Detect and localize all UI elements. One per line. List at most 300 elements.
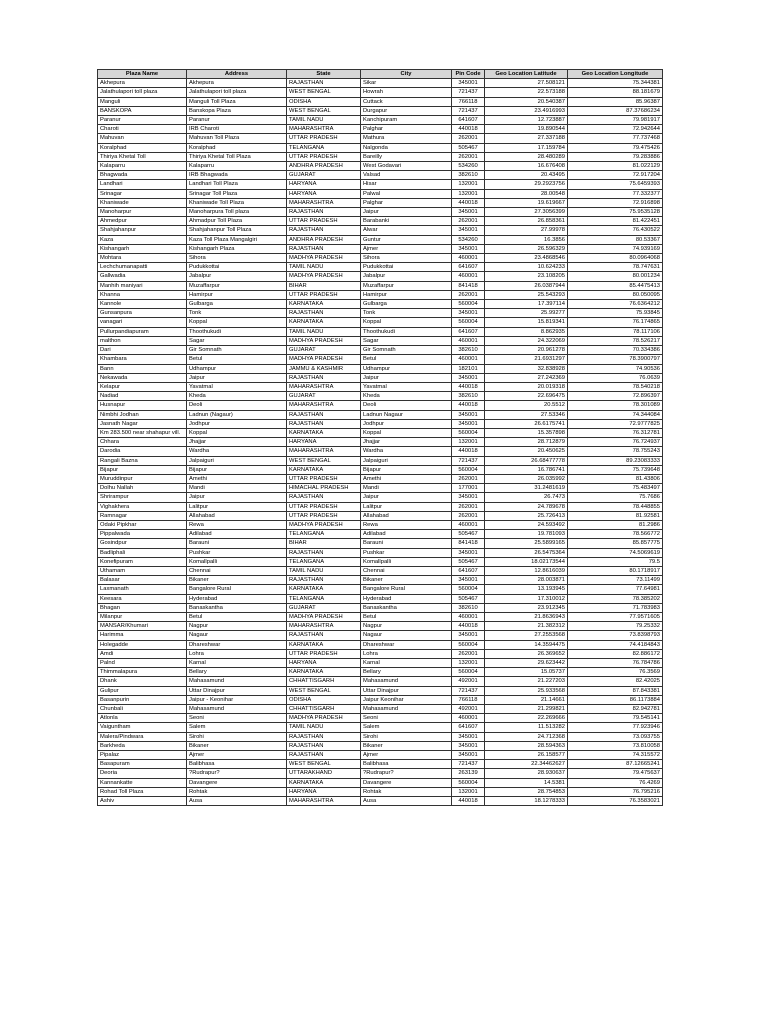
state-cell: TELANGANA [287,143,361,152]
city-cell: Betul [361,612,452,621]
plaza-name-cell: Gallwadia [98,272,187,281]
latitude-cell: 26.68477778 [485,456,568,465]
plaza-name-cell: Malera/Pindwara [98,732,187,741]
city-cell: Mandi [361,484,452,493]
address-cell: Landhari Toll Plaza [187,180,287,189]
table-row [98,751,663,760]
state-cell: RAJASTHAN [287,548,361,557]
latitude-cell: 17.310012 [485,594,568,603]
plaza-name-cell: Charoti [98,125,187,134]
plaza-name-cell: Rohad Toll Plaza [98,787,187,796]
state-cell: TAMIL NADU [287,263,361,272]
pin-code-cell: 440018 [452,198,485,207]
longitude-cell: 74.5069619 [568,548,663,557]
city-cell: Palghar [361,198,452,207]
address-cell: Karnal [187,659,287,668]
pin-code-cell: 560004 [452,300,485,309]
city-cell: Sikar [361,79,452,88]
address-cell: Paranur [187,116,287,125]
city-cell: Guntur [361,235,452,244]
state-cell: WEST BENGAL [287,106,361,115]
plaza-name-cell: Atlonla [98,714,187,723]
plaza-name-cell: Kannole [98,300,187,309]
city-cell: Ausa [361,797,452,806]
plaza-name-cell: Lechchumanapatti [98,263,187,272]
city-cell: Gulbarga [361,300,452,309]
plaza-name-cell: Balasar [98,576,187,585]
latitude-cell: 11.513282 [485,723,568,732]
address-cell: Jaipur - Keonihar [187,695,287,704]
state-cell: MAHARASHTRA [287,622,361,631]
city-cell: Hyderabad [361,594,452,603]
city-cell: Nagaur [361,631,452,640]
plaza-name-cell: Holegadde [98,640,187,649]
address-cell: Shahjahanpur Toll Plaza [187,226,287,235]
latitude-cell: 25.726413 [485,511,568,520]
address-cell: Sihora [187,254,287,263]
table-row [98,631,663,640]
pin-code-cell: 440018 [452,622,485,631]
state-cell: MADHYA PRADESH [287,714,361,723]
longitude-cell: 76.0639 [568,373,663,382]
table-row [98,714,663,723]
state-cell: KARNATAKA [287,428,361,437]
latitude-cell: 26.035992 [485,474,568,483]
latitude-cell: 27.337188 [485,134,568,143]
table-row [98,106,663,115]
longitude-cell: 86.1173884 [568,695,663,704]
longitude-cell: 75.483497 [568,484,663,493]
latitude-cell: 20.450625 [485,447,568,456]
plaza-name-cell: Odaki Pipkhar [98,520,187,529]
latitude-cell: 16.3856 [485,235,568,244]
plaza-name-cell: Bann [98,364,187,373]
table-row [98,336,663,345]
latitude-cell: 27.508121 [485,79,568,88]
pin-code-cell: 382610 [452,603,485,612]
latitude-cell: 26.0387944 [485,281,568,290]
address-cell: Bijapur [187,465,287,474]
state-cell: GUJARAT [287,346,361,355]
address-cell: Akhepura [187,79,287,88]
city-cell: Barabanki [361,217,452,226]
state-cell: RAJASTHAN [287,576,361,585]
address-cell: Manoharpura Toll plaza [187,208,287,217]
pin-code-cell: 182101 [452,364,485,373]
address-cell: Mahuvan Toll Plaza [187,134,287,143]
city-cell: Rohtak [361,787,452,796]
pin-code-cell: 440018 [452,382,485,391]
plaza-name-cell: Manguli [98,97,187,106]
address-cell: ?Rudrapur? [187,769,287,778]
state-cell: RAJASTHAN [287,751,361,760]
address-cell: Ahmadpur Toll Plaza [187,217,287,226]
state-cell: RAJASTHAN [287,631,361,640]
longitude-cell: 74.939169 [568,244,663,253]
pin-code-cell: 560004 [452,668,485,677]
address-cell: Ladnun (Nagaur) [187,410,287,419]
city-cell: Bikaner [361,741,452,750]
address-cell: Jaipur [187,493,287,502]
longitude-cell: 78.385202 [568,594,663,603]
plaza-name-cell: Paranur [98,116,187,125]
plaza-name-cell: Kishangarh [98,244,187,253]
plaza-name-cell: Akhepura [98,79,187,88]
table-row [98,778,663,787]
table-row [98,97,663,106]
city-cell: Hisar [361,180,452,189]
state-cell: RAJASTHAN [287,493,361,502]
longitude-cell: 78.117106 [568,327,663,336]
longitude-cell: 78.448855 [568,502,663,511]
pin-code-cell: 460001 [452,254,485,263]
state-cell: JAMMU & KASHMIR [287,364,361,373]
plaza-name-cell: Muruddinpur [98,474,187,483]
pin-code-cell: 766118 [452,97,485,106]
table-row [98,732,663,741]
city-cell: Ladnun Nagaur [361,410,452,419]
longitude-cell: 81.422451 [568,217,663,226]
longitude-cell: 77.923946 [568,723,663,732]
plaza-name-cell: Manoharpur [98,208,187,217]
table-row [98,438,663,447]
pin-code-cell: 721437 [452,760,485,769]
latitude-cell: 23.912345 [485,603,568,612]
longitude-cell: 77.737468 [568,134,663,143]
pin-code-cell: 505467 [452,143,485,152]
latitude-cell: 20.540387 [485,97,568,106]
state-cell: MADHYA PRADESH [287,336,361,345]
plaza-name-cell: vanagari [98,318,187,327]
pin-code-cell: 177001 [452,484,485,493]
pin-code-cell: 345001 [452,548,485,557]
state-cell: UTTAR PRADESH [287,152,361,161]
city-cell: Lohra [361,649,452,658]
longitude-cell: 72.917204 [568,171,663,180]
city-cell: Udhampur [361,364,452,373]
latitude-cell: 24.789678 [485,502,568,511]
longitude-cell: 73.11499 [568,576,663,585]
longitude-cell: 76.174865 [568,318,663,327]
table-row [98,787,663,796]
table-row [98,208,663,217]
longitude-cell: 80.050095 [568,290,663,299]
address-cell: Lohra [187,649,287,658]
city-cell: Kheda [361,392,452,401]
longitude-cell: 78.566772 [568,530,663,539]
plaza-name-cell: Basapuram [98,760,187,769]
address-cell: Rohtak [187,787,287,796]
address-cell: Koppal [187,318,287,327]
plaza-name-cell: Khambara [98,355,187,364]
longitude-cell: 79.475637 [568,769,663,778]
address-cell: Mahasamund [187,677,287,686]
table-row [98,622,663,631]
longitude-cell: 87.12665241 [568,760,663,769]
latitude-cell: 25.933568 [485,686,568,695]
latitude-cell: 12.8616039 [485,566,568,575]
address-cell: Davangere [187,778,287,787]
pin-code-cell: 132001 [452,659,485,668]
state-cell: MAHARASHTRA [287,401,361,410]
state-cell: KARNATAKA [287,300,361,309]
city-cell: Karnal [361,659,452,668]
plaza-name-cell: Koralphad [98,143,187,152]
table-row [98,686,663,695]
table-row [98,520,663,529]
longitude-cell: 76.4269 [568,778,663,787]
address-cell: Hyderabad [187,594,287,603]
latitude-cell: 21.8636943 [485,612,568,621]
pin-code-cell: 505467 [452,557,485,566]
latitude-cell: 28.594363 [485,741,568,750]
latitude-cell: 15.819341 [485,318,568,327]
plaza-name-cell: Vighakhera [98,502,187,511]
city-cell: Gir Somnath [361,346,452,355]
latitude-cell: 14.5381 [485,778,568,787]
city-cell: Koppal [361,428,452,437]
latitude-cell: 22.269666 [485,714,568,723]
latitude-cell: 29.2923756 [485,180,568,189]
city-cell: Cuttack [361,97,452,106]
latitude-cell: 22.573188 [485,88,568,97]
longitude-cell: 71.783983 [568,603,663,612]
table-row [98,125,663,134]
state-cell: MADHYA PRADESH [287,272,361,281]
plaza-name-cell: Pipalaz [98,751,187,760]
table-row [98,594,663,603]
latitude-cell: 31.2481619 [485,484,568,493]
pin-code-cell: 460001 [452,272,485,281]
longitude-cell: 76.784786 [568,659,663,668]
pin-code-cell: 505467 [452,594,485,603]
longitude-cell: 85.857775 [568,539,663,548]
longitude-cell: 74.90536 [568,364,663,373]
table-row [98,640,663,649]
pin-code-cell: 641607 [452,566,485,575]
state-cell: TELANGANA [287,530,361,539]
city-cell: Nalgonda [361,143,452,152]
longitude-cell: 77.332377 [568,189,663,198]
pin-code-cell: 345001 [452,576,485,585]
table-row [98,723,663,732]
table-row [98,281,663,290]
latitude-cell: 17.159784 [485,143,568,152]
pin-code-cell: 841418 [452,539,485,548]
plaza-name-cell: Vaiguntham [98,723,187,732]
pin-code-cell: 641607 [452,263,485,272]
pin-code-cell: 505467 [452,530,485,539]
table-row [98,392,663,401]
latitude-cell: 27.2553568 [485,631,568,640]
plaza-name-cell: Gulipur [98,686,187,695]
city-cell: Ajmer [361,244,452,253]
state-cell: ODISHA [287,695,361,704]
table-row [98,162,663,171]
city-cell: Banaskantha [361,603,452,612]
state-cell: KARNATAKA [287,465,361,474]
pin-code-cell: 345001 [452,751,485,760]
pin-code-cell: 560004 [452,318,485,327]
longitude-cell: 76.795216 [568,787,663,796]
pin-code-cell: 460001 [452,520,485,529]
state-cell: CHHATTISGARH [287,677,361,686]
pin-code-cell: 534260 [452,162,485,171]
address-cell: Adilabad [187,530,287,539]
address-cell: Betul [187,355,287,364]
state-cell: UTTAR PRADESH [287,217,361,226]
state-cell: UTTAR PRADESH [287,511,361,520]
table-row [98,244,663,253]
table-row [98,318,663,327]
longitude-cell: 72.942644 [568,125,663,134]
longitude-cell: 78.3900797 [568,355,663,364]
state-cell: RAJASTHAN [287,309,361,318]
latitude-cell: 26.158577 [485,751,568,760]
address-cell: Bangalore Rural [187,585,287,594]
table-row [98,382,663,391]
address-cell: Rewa [187,520,287,529]
state-cell: KARNATAKA [287,640,361,649]
address-cell: Jalpaiguri [187,456,287,465]
pin-code-cell: 560004 [452,585,485,594]
pin-code-cell: 345001 [452,244,485,253]
address-cell: Balibhasa [187,760,287,769]
table-row [98,355,663,364]
state-cell: TELANGANA [287,557,361,566]
pin-code-cell: 641607 [452,116,485,125]
latitude-cell: 22.696475 [485,392,568,401]
pin-code-cell: 382610 [452,346,485,355]
table-row [98,585,663,594]
longitude-cell: 82.42025 [568,677,663,686]
latitude-cell: 20.961278 [485,346,568,355]
state-cell: UTTARAKHAND [287,769,361,778]
pin-code-cell: 132001 [452,180,485,189]
state-cell: HIMACHAL PRADESH [287,484,361,493]
plaza-name-cell: Bijapur [98,465,187,474]
state-cell: HARYANA [287,180,361,189]
latitude-cell: 8.862935 [485,327,568,336]
pin-code-cell: 460001 [452,612,485,621]
city-cell: Alwar [361,226,452,235]
table-row [98,263,663,272]
state-cell: RAJASTHAN [287,208,361,217]
state-cell: MAHARASHTRA [287,382,361,391]
address-cell: Jalathulapori toll plaza [187,88,287,97]
address-cell: Jhajjar [187,438,287,447]
address-cell: Thiriya Khetal Toll Plaza [187,152,287,161]
table-row [98,493,663,502]
address-cell: IRB Bhagwada [187,171,287,180]
latitude-cell: 18.02173544 [485,557,568,566]
address-cell: Banaskantha [187,603,287,612]
table-body [98,79,663,806]
address-cell: Lalitpur [187,502,287,511]
pin-code-cell: 345001 [452,741,485,750]
latitude-cell: 27.242369 [485,373,568,382]
address-cell: Nagaur [187,631,287,640]
city-cell: Chennai [361,566,452,575]
city-cell: Wardha [361,447,452,456]
city-cell: Jhajjar [361,438,452,447]
column-header-plaza-name: Plaza Name [98,70,187,79]
table-row [98,300,663,309]
city-cell: West Godavari [361,162,452,171]
latitude-cell: 19.619667 [485,198,568,207]
plaza-name-cell: Manhih maniyari [98,281,187,290]
state-cell: TAMIL NADU [287,327,361,336]
address-cell: Kaza Toll Plaza Mangalgiri [187,235,287,244]
state-cell: MAHARASHTRA [287,198,361,207]
plaza-name-cell: Pippalwada [98,530,187,539]
state-cell: GUJARAT [287,171,361,180]
table-row [98,290,663,299]
pin-code-cell: 534260 [452,235,485,244]
address-cell: Jodhpur [187,419,287,428]
table-row [98,576,663,585]
city-cell: Pudukkottai [361,263,452,272]
latitude-cell: 23.108205 [485,272,568,281]
plaza-name-cell: Ahmedpur [98,217,187,226]
latitude-cell: 20.5512 [485,401,568,410]
plaza-name-cell: Deoria [98,769,187,778]
pin-code-cell: 345001 [452,732,485,741]
longitude-cell: 76.3569 [568,668,663,677]
longitude-cell: 80.53367 [568,235,663,244]
address-cell: Sagar [187,336,287,345]
latitude-cell: 27.99978 [485,226,568,235]
plaza-name-cell: Laxmanath [98,585,187,594]
pin-code-cell: 263139 [452,769,485,778]
pin-code-cell: 766118 [452,695,485,704]
latitude-cell: 22.34462627 [485,760,568,769]
address-cell: Barauni [187,539,287,548]
longitude-cell: 81.43806 [568,474,663,483]
plaza-name-cell: Chhara [98,438,187,447]
state-cell: KARNATAKA [287,668,361,677]
latitude-cell: 16.786741 [485,465,568,474]
state-cell: BIHAR [287,539,361,548]
city-cell: Jaipur [361,493,452,502]
pin-code-cell: 641607 [452,723,485,732]
address-cell: Koralphad [187,143,287,152]
latitude-cell: 27.53346 [485,410,568,419]
plaza-name-cell: Kelapur [98,382,187,391]
address-cell: Uttar Dinajpur [187,686,287,695]
address-cell: Amethi [187,474,287,483]
pin-code-cell: 345001 [452,208,485,217]
city-cell: Thoothukudi [361,327,452,336]
pin-code-cell: 262001 [452,152,485,161]
city-cell: Dhareshwar [361,640,452,649]
pin-code-cell: 721437 [452,456,485,465]
latitude-cell: 26.5475364 [485,548,568,557]
city-cell: Komallpalli [361,557,452,566]
latitude-cell: 16.676408 [485,162,568,171]
state-cell: UTTAR PRADESH [287,649,361,658]
plaza-name-cell: Khaniwade [98,198,187,207]
longitude-cell: 82.942781 [568,705,663,714]
city-cell: Jalpaiguri [361,456,452,465]
latitude-cell: 15.05737 [485,668,568,677]
latitude-cell: 26.369652 [485,649,568,658]
latitude-cell: 32.838928 [485,364,568,373]
table-row [98,557,663,566]
city-cell: Durgapur [361,106,452,115]
table-row [98,419,663,428]
table-row [98,695,663,704]
